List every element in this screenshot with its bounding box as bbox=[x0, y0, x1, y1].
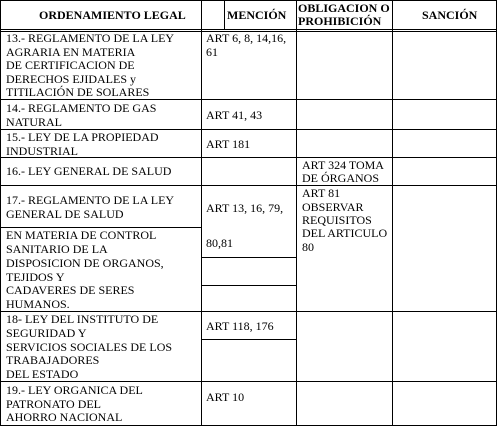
cell-law-line: AGRARIA EN MATERIA bbox=[6, 45, 136, 59]
header-obligacion-line1: OBLIGACION O bbox=[298, 1, 390, 15]
cell-obligacion-line: DEL ARTICULO bbox=[302, 226, 388, 240]
header-mencion: MENCIÓN bbox=[227, 8, 287, 22]
cell-obligacion-line: 80 bbox=[302, 240, 314, 254]
cell-obligacion-line: ART 324 TOMA bbox=[302, 158, 384, 172]
cell-law-line: INDUSTRIAL bbox=[6, 144, 78, 158]
cell-law-line: 19.- LEY ORGANICA DEL bbox=[6, 383, 143, 397]
header-ordenamiento: ORDENAMIENTO LEGAL bbox=[39, 8, 186, 22]
cell-law-line: CADAVERES DE SERES bbox=[6, 283, 135, 297]
cell-mencion-line: ART 6, 8, 14,16, bbox=[206, 31, 287, 45]
cell-mencion: ART 118, 176 bbox=[206, 319, 274, 333]
cell-mencion: ART 10 bbox=[206, 390, 245, 404]
cell-law-line: TEJIDOS Y bbox=[6, 270, 65, 284]
cell-law: 16.- LEY GENERAL DE SALUD bbox=[6, 164, 172, 178]
cell-law-line: 17.- REGLAMENTO DE LA LEY bbox=[6, 193, 175, 207]
cell-law-line: DERECHOS EJIDALES y bbox=[6, 72, 137, 86]
cell-law-line: NATURAL bbox=[6, 115, 62, 129]
header-sancion: SANCIÓN bbox=[422, 8, 478, 22]
cell-law-line: GENERAL DE SALUD bbox=[6, 207, 124, 221]
cell-law-line: PATRONATO DEL bbox=[6, 397, 102, 411]
cell-law-line: SANITARIO DE LA bbox=[6, 242, 108, 256]
header-obligacion-line2: PROHIBICIÓN bbox=[298, 14, 382, 28]
cell-mencion: ART 41, 43 bbox=[206, 108, 263, 122]
cell-obligacion-line: REQUISITOS bbox=[302, 213, 372, 227]
cell-law-line: HUMANOS. bbox=[6, 297, 70, 311]
cell-obligacion-line: ART 81 bbox=[302, 186, 341, 200]
cell-law-line: DE CERTIFICACION DE bbox=[6, 58, 135, 72]
cell-obligacion-line: DE ÓRGANOS bbox=[302, 171, 380, 185]
cell-law-line: TITILACIÓN DE SOLARES bbox=[6, 85, 150, 99]
cell-law-line: 18- LEY DEL INSTITUTO DE bbox=[6, 312, 159, 326]
cell-law-line: 14.- REGLAMENTO DE GAS bbox=[6, 101, 157, 115]
cell-mencion: ART 181 bbox=[206, 137, 251, 151]
cell-law-line: DEL ESTADO bbox=[6, 367, 79, 381]
cell-law-line: SERVICIOS SOCIALES DE LOS bbox=[6, 340, 173, 354]
cell-law-line: 13.- REGLAMENTO DE LA LEY bbox=[6, 31, 175, 45]
cell-obligacion-line: OBSERVAR bbox=[302, 200, 364, 214]
cell-law-line: EN MATERIA DE CONTROL bbox=[6, 228, 157, 242]
cell-mencion: 80,81 bbox=[206, 236, 233, 250]
cell-mencion: ART 13, 16, 79, bbox=[206, 201, 284, 215]
cell-law-line: SEGURIDAD Y bbox=[6, 326, 87, 340]
cell-law-line: DISPOSICION DE ORGANOS, bbox=[6, 256, 164, 270]
cell-law-line: AHORRO NACIONAL bbox=[6, 410, 123, 424]
cell-law-line: 15.- LEY DE LA PROPIEDAD bbox=[6, 130, 159, 144]
cell-mencion-line: 61 bbox=[206, 45, 218, 59]
cell-law-line: TRABAJADORES bbox=[6, 353, 100, 367]
